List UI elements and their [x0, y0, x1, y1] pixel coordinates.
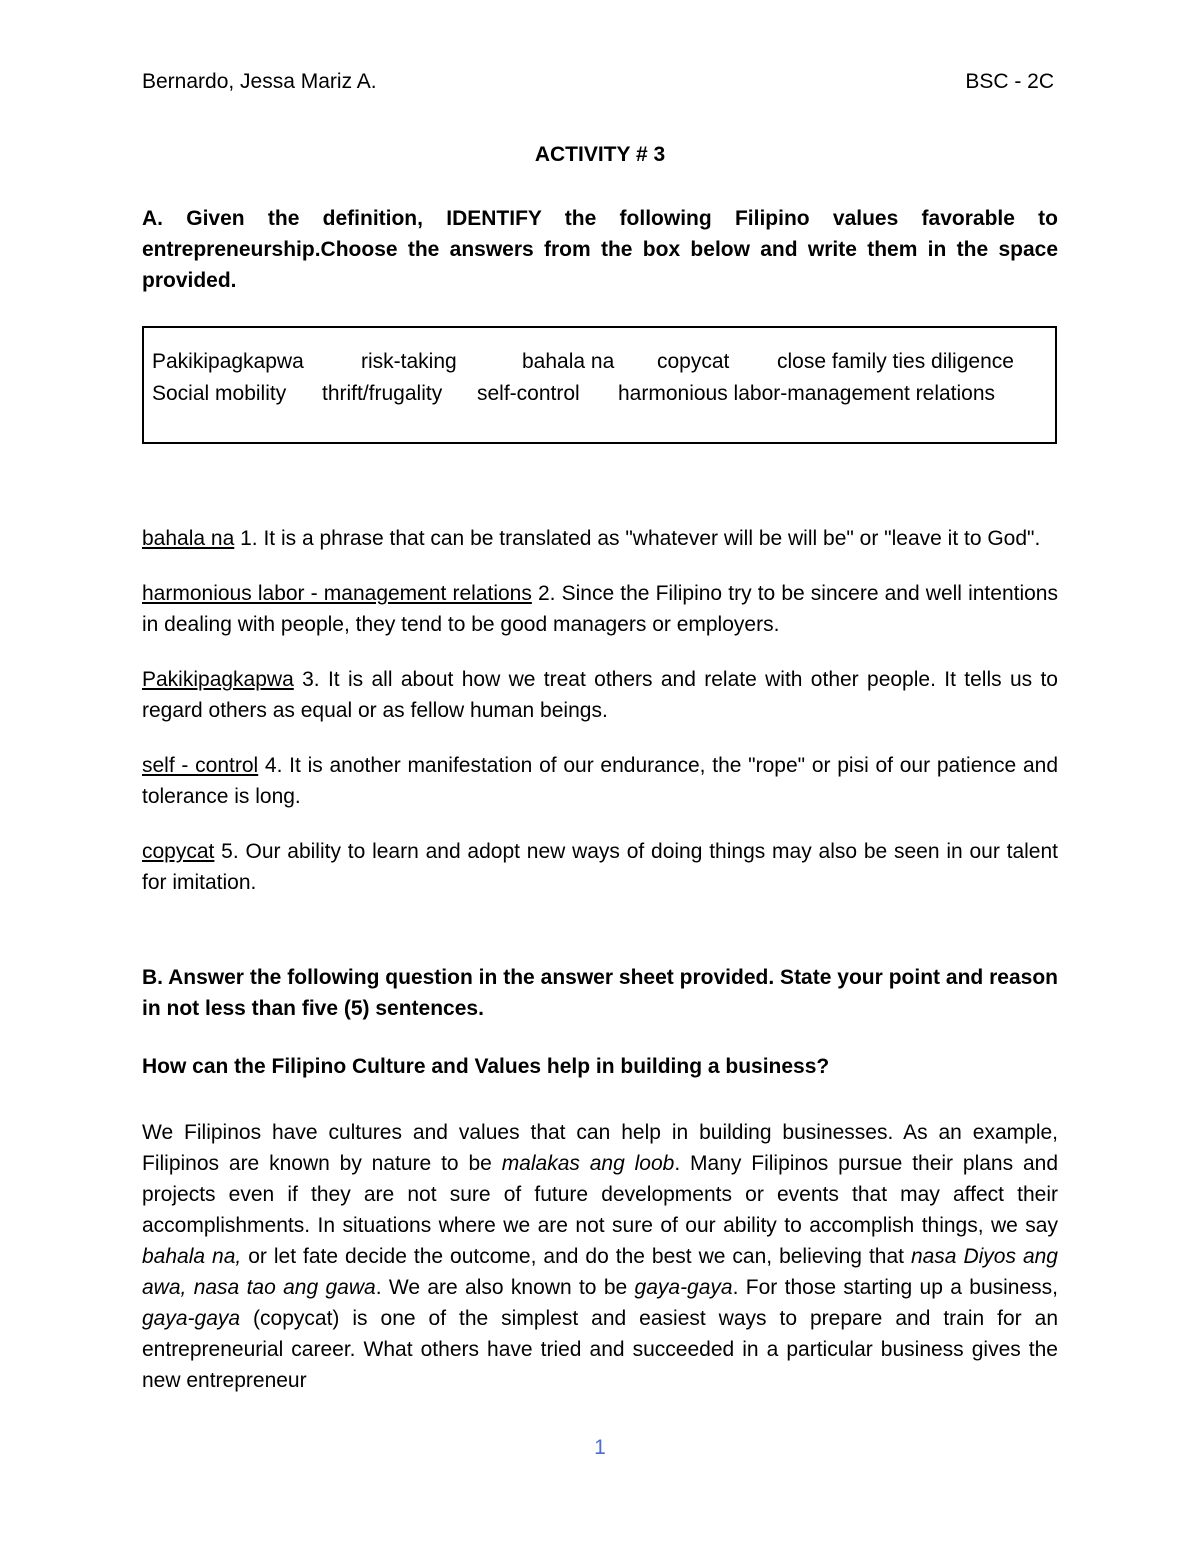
student-name: Bernardo, Jessa Mariz A.	[142, 70, 377, 93]
essay-question: How can the Filipino Culture and Values help in building a business?	[142, 1055, 830, 1078]
student-section: BSC - 2C	[965, 70, 1054, 93]
part-b-instructions: B. Answer the following question in the answer sheet provided. State your point and reason in not less than five (5) sentences.	[142, 966, 1058, 1020]
answer-italic-term: bahala na,	[142, 1245, 242, 1268]
answer-text: We Filipinos have cultures and values that can help in building businesses. As an example, Filipinos are known by nature to be	[142, 1121, 1058, 1175]
answer-italic-term: gaya-gaya	[634, 1276, 733, 1299]
answer-text: . We are also known to be	[375, 1276, 635, 1299]
list-item	[142, 750, 1058, 812]
list-item	[142, 523, 1058, 554]
item-answer: copycat	[142, 840, 215, 863]
item-definition: 4. It is another manifestation of our endurance, the "rope" or pisi of our patience and tolerance is long.	[142, 754, 1059, 808]
item-answer: bahala na	[142, 527, 235, 550]
item-definition: 2. Since the Filipino try to be sincere and well intentions in dealing with people, they tend to be good managers or employers.	[142, 582, 1058, 636]
answer-text: . For those starting up a business,	[732, 1276, 1058, 1299]
choice-item: thrift/frugality	[322, 382, 443, 405]
list-item	[142, 836, 1058, 898]
item-definition: 5. Our ability to learn and adopt new ways of doing things may also be seen in our talent for imitation.	[142, 840, 1058, 894]
list-item	[142, 664, 1058, 726]
activity-title: ACTIVITY # 3	[534, 143, 666, 166]
choice-item: risk-taking	[361, 350, 457, 373]
answer-text: or let fate decide the outcome, and do the best we can, believing that	[241, 1245, 911, 1268]
page-number: 1	[594, 1436, 606, 1459]
part-a-instructions: A. Given the definition, IDENTIFY the following Filipino values favorable to entrepreneurship.Choose the answers from the box below and write them in the space provided.	[142, 207, 1058, 292]
item-answer: Pakikipagkapwa	[142, 668, 294, 691]
answer-items	[142, 502, 1058, 922]
choice-item: close family ties diligence	[777, 350, 1014, 373]
list-item	[142, 578, 1058, 640]
answer-text: (copycat) is one of the simplest and easiest ways to prepare and train for an entrepreneurial career. What others have tried and succeeded in a particular business gives the new entrepreneur	[142, 1307, 1058, 1392]
choice-item: harmonious labor-management relations	[618, 382, 996, 405]
item-definition: 3. It is all about how we treat others and relate with other people. It tells us to regard others as equal or as fellow human beings.	[142, 668, 1058, 722]
choice-item: Pakikipagkapwa	[152, 350, 304, 373]
choice-item: copycat	[657, 350, 730, 373]
answer-text: . Many Filipinos pursue their plans and projects even if they are not sure of future developments or events that may affect their accomplishments. In situations where we are not sure of our ability to accomplish things, we say	[142, 1152, 1058, 1237]
choice-item: bahala na	[522, 350, 615, 373]
choice-item: Social mobility	[152, 382, 287, 405]
choices-box	[142, 326, 1057, 444]
answer-italic-term: nasa Diyos ang awa, nasa tao ang gawa	[142, 1245, 1058, 1299]
answer-italic-term: malakas ang loob	[501, 1152, 675, 1175]
item-answer: self - control	[142, 754, 259, 777]
item-answer: harmonious labor - management relations	[142, 582, 532, 605]
item-definition: 1. It is a phrase that can be translated as "whatever will be will be" or "leave it to God".	[234, 527, 1041, 550]
choice-item: self-control	[477, 382, 580, 405]
answer-italic-term: gaya-gaya	[142, 1307, 241, 1330]
essay-answer	[142, 1117, 1058, 1396]
